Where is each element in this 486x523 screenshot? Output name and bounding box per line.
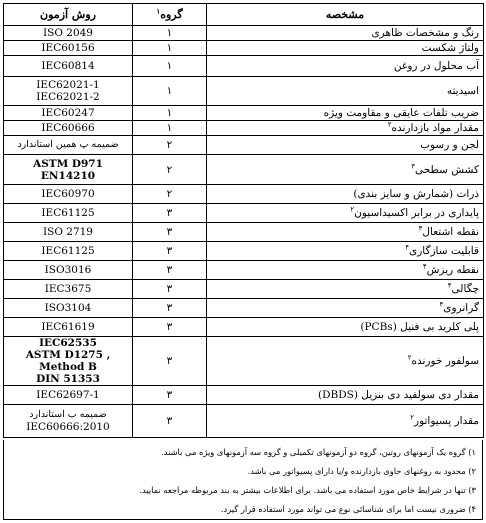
table-row xyxy=(4,386,484,405)
table-row xyxy=(4,405,484,438)
spec-label: رنگ و مشخصات ظاهری xyxy=(371,27,479,39)
spec-cell xyxy=(207,261,484,280)
spec-cell xyxy=(207,56,484,77)
spec-cell xyxy=(207,136,484,155)
method-line: IEC61125 xyxy=(41,245,95,257)
spec-label: آب محلول در روغن xyxy=(393,60,479,72)
spec-cell xyxy=(207,299,484,318)
method-cell xyxy=(4,185,133,204)
method-line: EN14210 xyxy=(40,169,96,182)
group-cell: ۲ xyxy=(133,185,207,204)
method-line: DIN 51353 xyxy=(36,373,100,385)
method-line: ASTM D971 xyxy=(33,157,103,170)
oil-test-table xyxy=(3,3,484,438)
group-cell: ۳ xyxy=(133,386,207,405)
spec-footnote: ۲ xyxy=(410,413,414,422)
method-cell xyxy=(4,77,133,106)
spec-cell xyxy=(207,318,484,337)
spec-footnote: ۴ xyxy=(439,300,444,309)
table-row xyxy=(4,337,484,386)
method-cell xyxy=(4,386,133,405)
spec-label: پلی کلرید بی فنیل (PCBs) xyxy=(360,321,479,333)
spec-cell xyxy=(207,337,484,386)
spec-label: لجن و رسوب xyxy=(420,139,479,151)
spec-cell xyxy=(207,386,484,405)
method-cell xyxy=(4,280,133,299)
method-cell xyxy=(4,261,133,280)
spec-cell xyxy=(207,106,484,121)
method-line: IEC62697-1 xyxy=(36,389,100,401)
table-row xyxy=(4,26,484,41)
spec-label: مقدار مواد بازدارنده xyxy=(391,122,479,134)
header-group xyxy=(133,4,207,26)
method-line: IEC60247 xyxy=(41,107,95,119)
method-cell xyxy=(4,155,133,185)
spec-footnote: ۲ xyxy=(387,120,392,129)
group-cell: ۱ xyxy=(133,41,207,56)
method-line: ISO3016 xyxy=(44,264,92,276)
group-cell: ۱ xyxy=(133,106,207,121)
table-row xyxy=(4,299,484,318)
method-cell xyxy=(4,26,133,41)
spec-footnote: ۲ xyxy=(350,205,355,214)
method-line: IEC61619 xyxy=(41,321,95,333)
group-cell: ۳ xyxy=(133,223,207,242)
method-cell xyxy=(4,136,133,155)
spec-cell xyxy=(207,77,484,106)
spec-label: گرانروی xyxy=(443,302,479,314)
method-cell xyxy=(4,223,133,242)
group-cell: ۲ xyxy=(133,155,207,185)
method-line: ISO 2049 xyxy=(42,27,93,39)
spec-cell xyxy=(207,242,484,261)
group-cell: ۳ xyxy=(133,204,207,223)
method-cell xyxy=(4,337,133,386)
group-cell: ۱ xyxy=(133,26,207,41)
spec-label: مقدار دی سولفید دی بنزیل (DBDS) xyxy=(317,389,479,401)
method-line: IEC60666:2010 xyxy=(26,421,110,433)
group-cell: ۳ xyxy=(133,280,207,299)
spec-cell xyxy=(207,26,484,41)
group-cell: ۱ xyxy=(133,56,207,77)
method-line: ضمیمه ب استاندارد xyxy=(29,409,107,420)
method-line: ASTM D1275 , Method B xyxy=(25,349,111,373)
table-row xyxy=(4,56,484,77)
table-row xyxy=(4,121,484,136)
table-row xyxy=(4,155,484,185)
method-line: IEC61125 xyxy=(41,207,95,219)
method-line: IEC62535 xyxy=(39,337,97,349)
spec-cell xyxy=(207,204,484,223)
method-line: ISO3104 xyxy=(44,302,92,314)
table-header-row xyxy=(4,4,484,26)
spec-label: نقطه اشتعال xyxy=(422,226,479,238)
method-line: IEC62021-1 xyxy=(36,79,100,91)
spec-label: نقطه ریزش xyxy=(426,264,479,276)
group-cell: ۲ xyxy=(133,136,207,155)
table-row xyxy=(4,261,484,280)
table-row xyxy=(4,41,484,56)
table-row xyxy=(4,318,484,337)
footnote-2: ۲) محدود به روغنهای حاوی بازدارنده و/یا دارای پسیواتور می باشد. xyxy=(247,466,476,476)
method-line: ISO 2719 xyxy=(42,226,93,238)
header-spec: مشخصه xyxy=(207,4,484,26)
spec-cell xyxy=(207,121,484,136)
method-line: ضمیمه پ همین استاندارد xyxy=(17,139,119,150)
spec-label: پایداری در برابر اکسیداسیون xyxy=(354,207,479,219)
spec-label: اسیدیته xyxy=(446,85,479,97)
table-row xyxy=(4,185,484,204)
spec-cell xyxy=(207,155,484,185)
group-cell: ۳ xyxy=(133,261,207,280)
group-cell: ۳ xyxy=(133,242,207,261)
footnote-3: ۳) تنها در شرایط خاص مورد استفاده می باشد. برای اطلاعات بیشتر به بند مربوطه مراجعه نمایید. xyxy=(139,485,476,495)
spec-label: کشش سطحی xyxy=(414,163,479,176)
method-line: IEC60814 xyxy=(41,60,95,72)
method-cell xyxy=(4,318,133,337)
spec-cell xyxy=(207,41,484,56)
footnotes xyxy=(3,440,483,520)
header-group-label: گروه xyxy=(160,7,183,21)
spec-label: مقدار پسیواتور xyxy=(414,415,479,427)
group-cell: ۱ xyxy=(133,121,207,136)
spec-label: ذرات (شمارش و سایز بندی) xyxy=(353,188,479,200)
table-row xyxy=(4,106,484,121)
method-cell xyxy=(4,204,133,223)
spec-cell xyxy=(207,280,484,299)
method-cell xyxy=(4,299,133,318)
spec-footnote: ۳ xyxy=(411,162,415,170)
spec-cell xyxy=(207,185,484,204)
table-row xyxy=(4,242,484,261)
spec-label: ولتاژ شکست xyxy=(421,42,479,54)
table-row xyxy=(4,204,484,223)
spec-footnote: ۴ xyxy=(447,281,452,290)
method-cell xyxy=(4,121,133,136)
table-row xyxy=(4,77,484,106)
spec-label: قابلیت سازگاری xyxy=(409,245,479,257)
group-cell: ۳ xyxy=(133,337,207,386)
footnote-4: ۴) ضروری نیست اما برای شناسائی نوع می تواند مورد استفاده قرار گیرد. xyxy=(220,504,476,514)
group-cell: ۱ xyxy=(133,77,207,106)
method-cell xyxy=(4,41,133,56)
table-row xyxy=(4,223,484,242)
method-cell xyxy=(4,56,133,77)
method-cell xyxy=(4,405,133,438)
method-line: IEC3675 xyxy=(44,283,92,295)
group-cell: ۳ xyxy=(133,299,207,318)
method-line: IEC60156 xyxy=(41,42,95,54)
header-method: روش آزمون xyxy=(4,4,133,26)
spec-footnote: ۲ xyxy=(407,353,412,362)
header-group-footnote: ۱ xyxy=(156,5,161,15)
spec-label: چگالی xyxy=(451,283,479,295)
footnote-1: ۱) گروه یک آزمونهای روتین، گروه دو آزمونهای تکمیلی و گروه سه آزمونهای ویژه می باشند. xyxy=(161,447,476,457)
spec-footnote: ۴ xyxy=(422,262,427,271)
method-line: IEC60666 xyxy=(41,122,95,134)
method-line: IEC62021-2 xyxy=(36,91,100,103)
group-cell: ۳ xyxy=(133,318,207,337)
method-cell xyxy=(4,106,133,121)
spec-footnote: ۴ xyxy=(405,243,409,252)
method-cell xyxy=(4,242,133,261)
table-row xyxy=(4,136,484,155)
spec-label: سولفور خورنده xyxy=(411,355,479,367)
spec-footnote: ۴ xyxy=(418,224,423,233)
method-line: IEC60970 xyxy=(41,188,95,200)
spec-label: ضریب تلفات عایقی و مقاومت ویژه xyxy=(323,107,479,119)
spec-cell xyxy=(207,223,484,242)
table-row xyxy=(4,280,484,299)
group-cell: ۳ xyxy=(133,405,207,438)
spec-cell xyxy=(207,405,484,438)
